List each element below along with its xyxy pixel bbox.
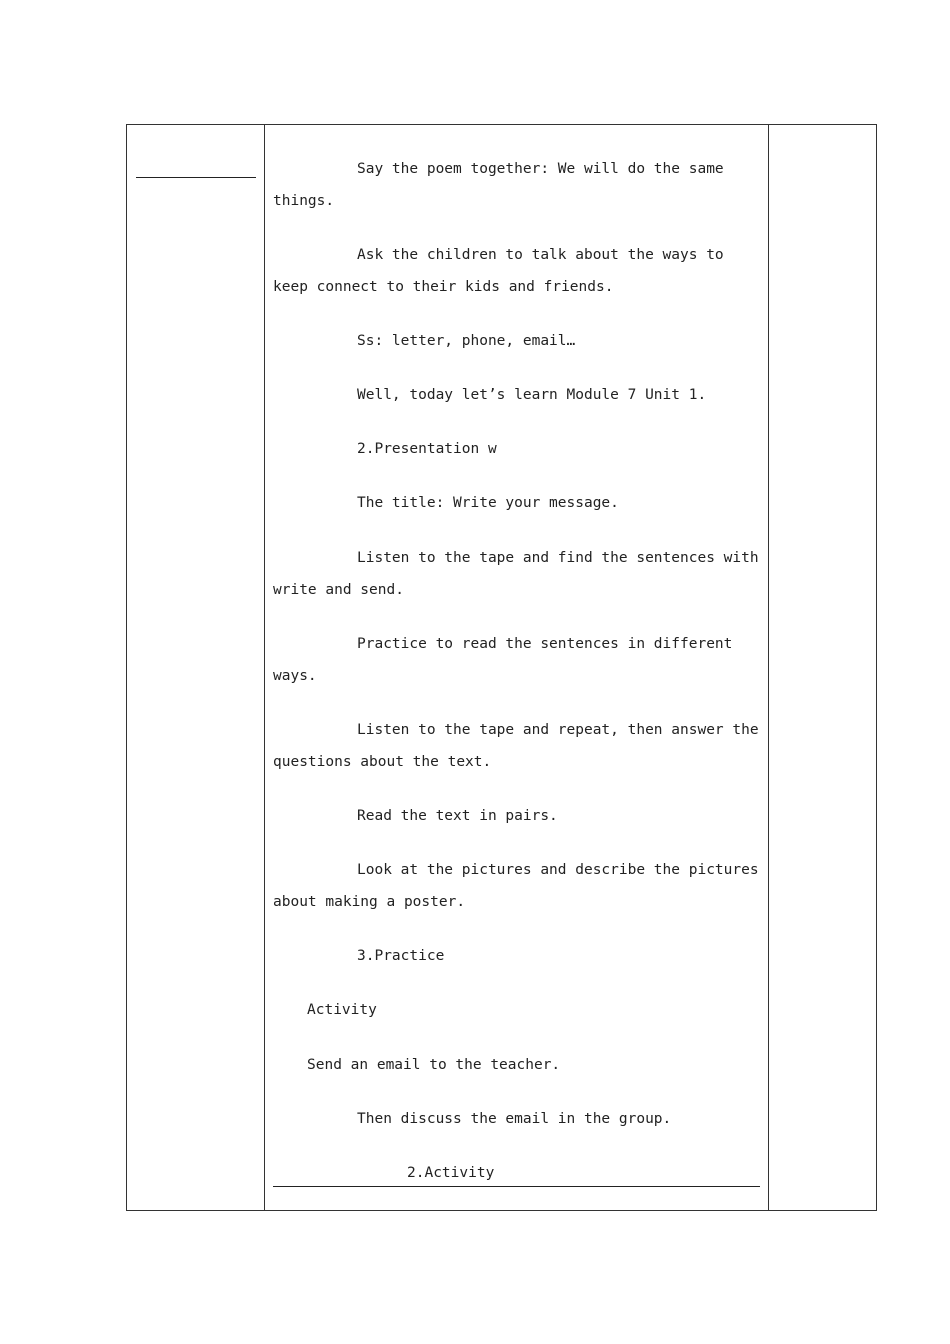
paragraph-describe-pictures: Look at the pictures and describe the pictures about making a poster. xyxy=(273,862,759,910)
paragraph-discuss-email: Then discuss the email in the group. xyxy=(357,1111,672,1127)
heading-practice: 3.Practice xyxy=(357,948,445,964)
paragraph-practice-read: Practice to read the sentences in different ways. xyxy=(273,636,733,684)
paragraph-say-poem: Say the poem together: We will do the same things. xyxy=(273,161,724,209)
paragraph-listen-find: Listen to the tape and find the sentences with write and send. xyxy=(273,550,759,598)
bottom-underline xyxy=(273,1186,760,1187)
paragraph-ss-answers: Ss: letter, phone, email… xyxy=(357,333,576,349)
lesson-plan-table xyxy=(126,124,877,1211)
paragraph-read-pairs: Read the text in pairs. xyxy=(357,808,558,824)
paragraph-send-email: Send an email to the teacher. xyxy=(307,1057,561,1073)
column-divider-left xyxy=(264,125,265,1210)
heading-presentation: 2.Presentation w xyxy=(357,441,497,457)
heading-activity: Activity xyxy=(307,1002,377,1018)
left-column-underline xyxy=(136,177,256,178)
column-divider-right xyxy=(768,125,769,1210)
paragraph-learn-module: Well, today let’s learn Module 7 Unit 1. xyxy=(357,387,707,403)
paragraph-listen-repeat: Listen to the tape and repeat, then answer the questions about the text. xyxy=(273,722,759,770)
heading-activity-2: 2.Activity xyxy=(407,1165,495,1181)
paragraph-title: The title: Write your message. xyxy=(357,495,619,511)
paragraph-ways-to-connect: Ask the children to talk about the ways to keep connect to their kids and friends. xyxy=(273,247,724,295)
